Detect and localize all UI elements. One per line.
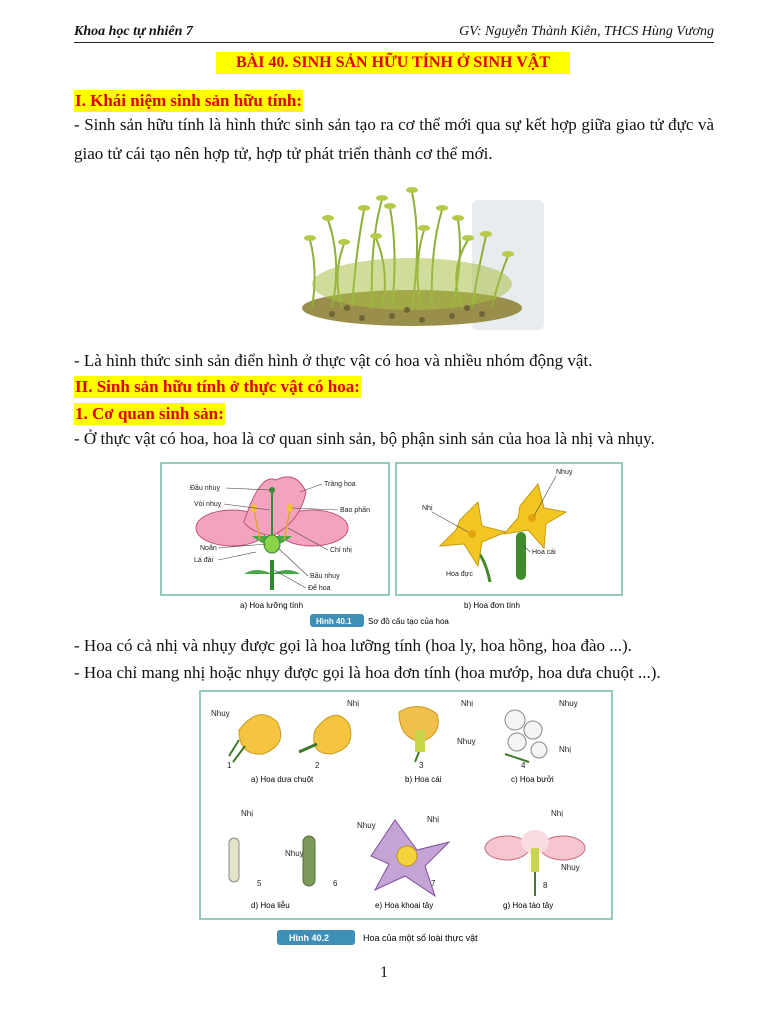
fig2-caption-b: b) Hoa cái bbox=[405, 775, 442, 784]
fig2-num-8: 8 bbox=[543, 881, 548, 890]
label-de-hoa: Đế hoa bbox=[308, 585, 331, 592]
label-nhi: Nhị bbox=[422, 505, 433, 512]
label-bao-phan: Bao phấn bbox=[340, 507, 370, 514]
header-teacher: GV: Nguyễn Thành Kiên, THCS Hùng Vương bbox=[459, 24, 714, 39]
fig2-label-nhuy-g: Nhuỵ bbox=[561, 863, 580, 872]
fig2-num-7: 7 bbox=[431, 879, 436, 888]
section-1-paragraph-2: - Là hình thức sinh sản điển hình ở thực vật có hoa và nhiều nhóm động vật. bbox=[74, 351, 593, 370]
page-header bbox=[74, 22, 714, 43]
page-number: 1 bbox=[380, 964, 388, 981]
sprouts-photo bbox=[272, 180, 544, 332]
figure-40-2 bbox=[199, 690, 613, 948]
figure-40-1 bbox=[160, 462, 624, 630]
fig2-label-nhi-e: Nhị bbox=[427, 815, 440, 824]
lesson-title: BÀI 40. SINH SẢN HỮU TÍNH Ở SINH VẬT bbox=[216, 52, 570, 74]
label-voi-nhuy: Vòi nhuỵ bbox=[194, 501, 222, 508]
fig2-caption-c: c) Hoa bưởi bbox=[511, 775, 554, 784]
fig2-caption-g: g) Hoa táo tây bbox=[503, 901, 554, 910]
fig2-num-4: 4 bbox=[521, 761, 526, 770]
section-2-paragraph-2: - Hoa có cả nhị và nhụy được gọi là hoa lưỡng tính (hoa ly, hoa hồng, hoa đào ...). bbox=[74, 636, 632, 655]
fig2-label-nhuy-a: Nhuỵ bbox=[211, 709, 230, 718]
fig2-label-nhuy-b: Nhuỵ bbox=[457, 737, 476, 746]
label-chi-nhi: Chỉ nhị bbox=[330, 547, 352, 554]
fig2-num-3: 3 bbox=[419, 761, 424, 770]
fig2-label-nhi-d: Nhị bbox=[241, 809, 254, 818]
label-dau-nhuy: Đầu nhuỵ bbox=[190, 485, 220, 492]
section-2-heading: II. Sinh sản hữu tính ở thực vật có hoa: bbox=[75, 377, 360, 396]
fig2-num-2: 2 bbox=[315, 761, 320, 770]
label-noan: Noãn bbox=[200, 545, 217, 552]
fig2-label-nhi-g: Nhị bbox=[551, 809, 564, 818]
label-nhuy: Nhuỵ bbox=[556, 469, 573, 476]
figure-40-1a-caption: a) Hoa lưỡng tính bbox=[240, 601, 304, 610]
fig2-label-nhuy-e: Nhuỵ bbox=[357, 821, 376, 830]
label-bau-nhuy: Bầu nhuỵ bbox=[310, 573, 340, 580]
fig2-label-nhi-a: Nhị bbox=[347, 699, 360, 708]
fig2-caption-d: d) Hoa liễu bbox=[251, 901, 290, 910]
figure-40-1-caption: Sơ đồ cấu tạo của hoa bbox=[368, 617, 449, 626]
section-2-subheading: 1. Cơ quan sinh sản: bbox=[75, 404, 224, 423]
label-hoa-cai: Hoa cái bbox=[532, 549, 556, 556]
fig2-num-6: 6 bbox=[333, 879, 338, 888]
fig2-caption-e: e) Hoa khoai tây bbox=[375, 901, 434, 910]
label-trang-hoa: Tràng hoa bbox=[324, 481, 356, 488]
section-1-heading: I. Khái niệm sinh sản hữu tính: bbox=[75, 91, 303, 110]
fig2-label-nhi-b: Nhị bbox=[461, 699, 474, 708]
header-subject: Khoa học tự nhiên 7 bbox=[74, 24, 193, 39]
section-2-paragraph-3: - Hoa chỉ mang nhị hoặc nhụy được gọi là hoa đơn tính (hoa mướp, hoa dưa chuột ...). bbox=[74, 663, 661, 682]
fig2-caption-a: a) Hoa dưa chuột bbox=[251, 775, 314, 784]
fig2-num-5: 5 bbox=[257, 879, 262, 888]
fig2-label-nhi-c: Nhị bbox=[559, 745, 572, 754]
label-hoa-duc: Hoa đực bbox=[446, 571, 473, 578]
figure-40-2-badge-text: Hình 40.2 bbox=[289, 933, 330, 943]
fig2-label-nhuy-c: Nhuỵ bbox=[559, 699, 578, 708]
figure-40-1b-caption: b) Hoa đơn tính bbox=[464, 601, 520, 610]
fig2-label-nhuy-d: Nhuỵ bbox=[285, 849, 304, 858]
section-2-paragraph-1: - Ở thực vật có hoa, hoa là cơ quan sinh sản, bộ phận sinh sản của hoa là nhị và nhụy. bbox=[74, 429, 655, 448]
figure-40-2-caption: Hoa của một số loài thực vật bbox=[363, 933, 478, 943]
label-la-dai: Lá đài bbox=[194, 557, 214, 564]
figure-40-1-badge-text: Hình 40.1 bbox=[316, 617, 352, 626]
section-1-paragraph-1: - Sinh sản hữu tính là hình thức sinh sản tạo ra cơ thể mới qua sự kết hợp giữa giao tử đực và giao tử cái tạo nên hợp tử, hợp tử phát triển thành cơ thể mới. bbox=[74, 115, 714, 163]
fig2-num-1: 1 bbox=[227, 761, 232, 770]
